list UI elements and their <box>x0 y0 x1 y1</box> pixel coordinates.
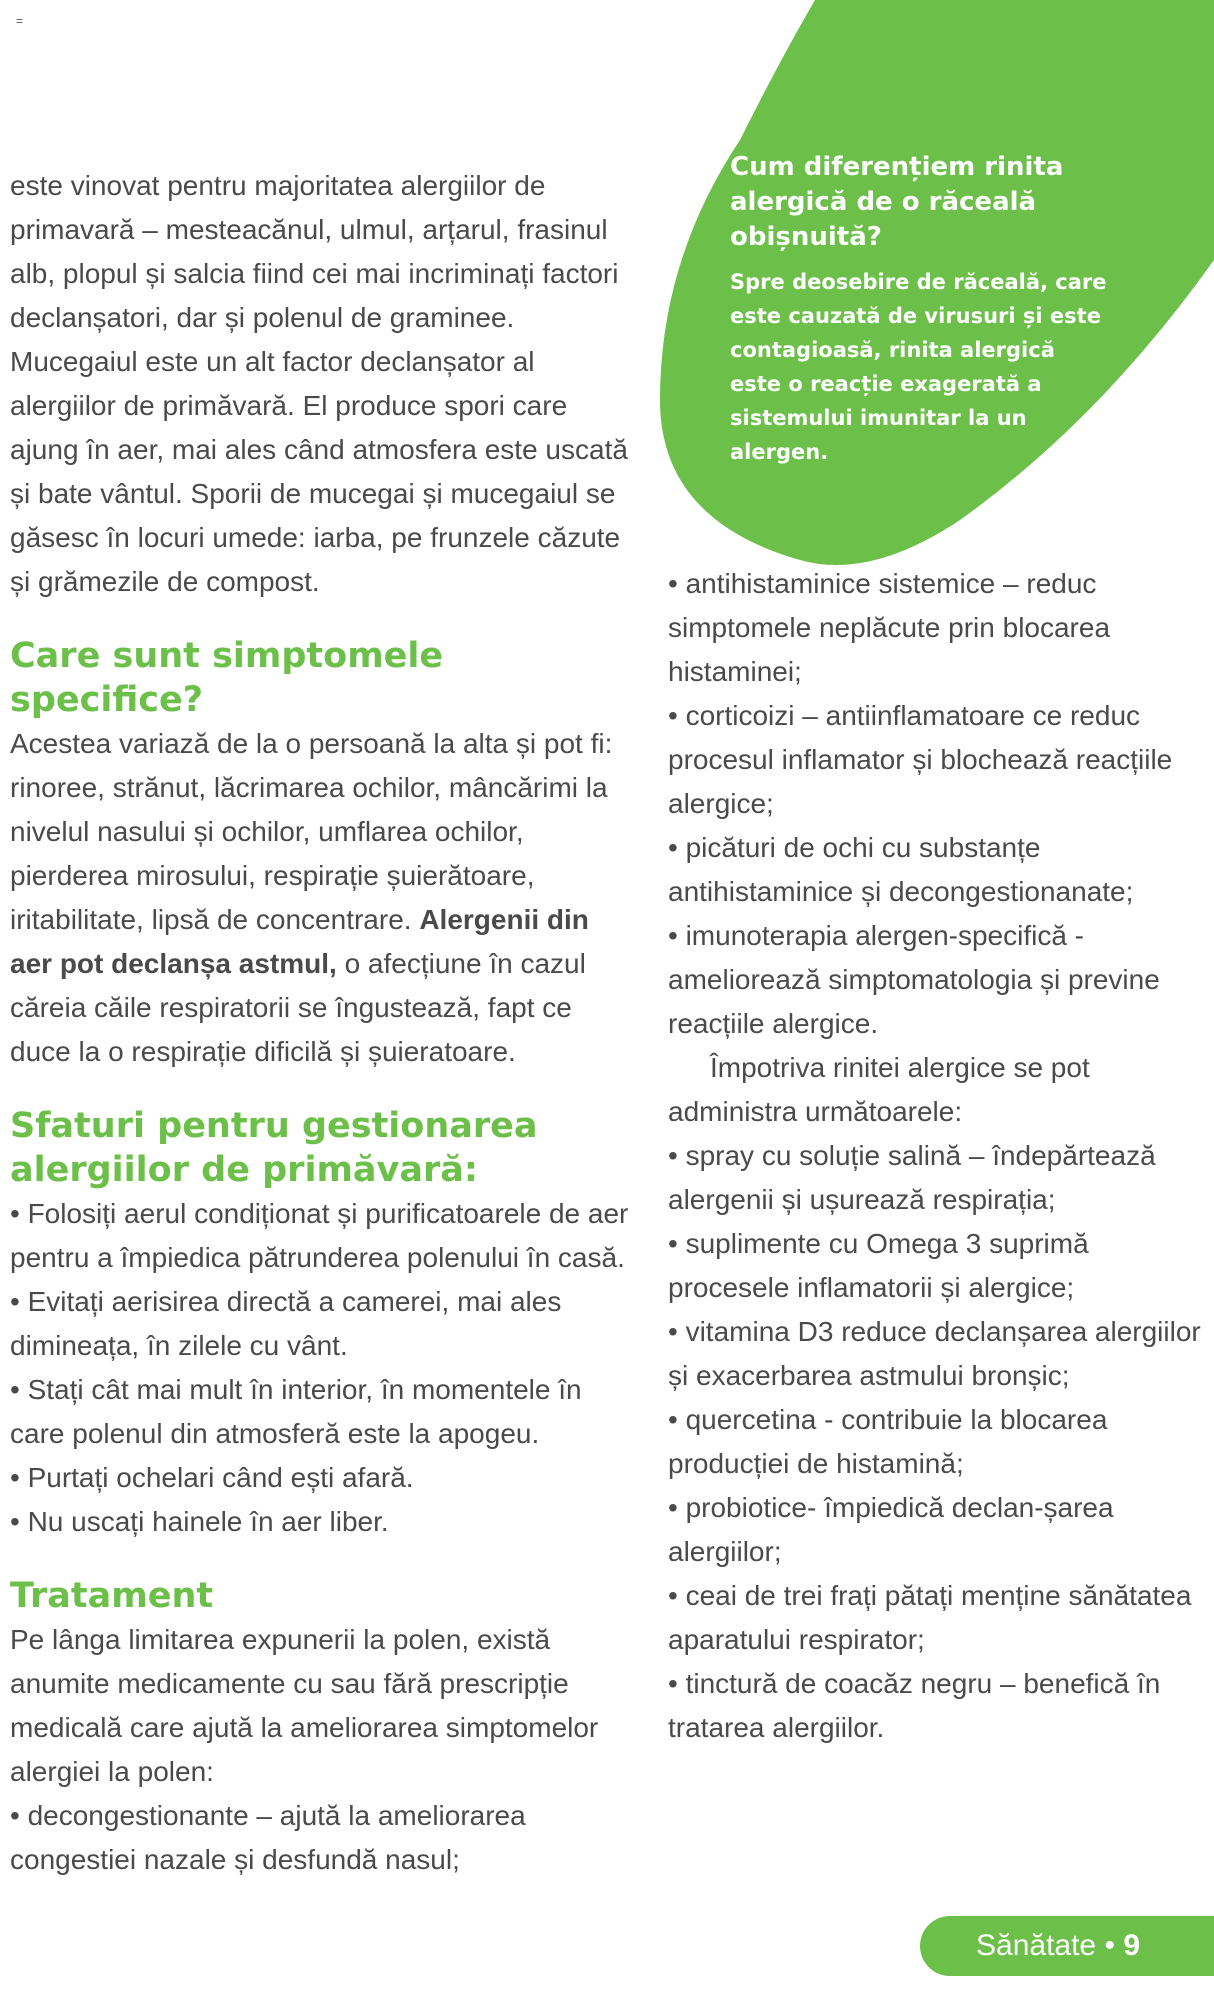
page-number: 9 <box>1123 1929 1140 1962</box>
remedy-item: • vitamina D3 reduce declanșarea alergiilor și exacerbarea astmului bronșic; <box>668 1316 1201 1391</box>
treatment-paragraph: Pe lânga limitarea expunerii la polen, există anumite medicamente cu sau fără prescripție medicală care ajută la ameliorarea simptomelor alergiei la polen: <box>10 1624 599 1787</box>
medication-item: • picături de ochi cu substanțe antihistaminice și decongestionanate; <box>668 832 1134 907</box>
corner-mark: = <box>16 14 24 28</box>
intro-paragraph: este vinovat pentru majoritatea alergiilor de primavară – mesteacănul, ulmul, arțarul, frasinul alb, plopul și salcia fiind cei mai incriminați factori declanșatori, dar și polenul de graminee. Mucegaiul este un alt factor declanșator al alergiilor de primăvară. El produce spori care ajung în aer, mai ales când atmosfera este uscată și bate vântul. Sporii de mucegai și mucegaiul se găsesc în locuri umede: iarba, pe frunzele căzute și grămezile de compost. <box>10 170 628 597</box>
treatment-bullet: • decongestionante – ajută la ameliorarea congestiei nazale și desfundă nasul; <box>10 1800 526 1875</box>
callout-body: Spre deosebire de răceală, care este cauzată de virusuri și este contagioasă, rinita alergică este o reacție exagerată a sistemului imunitar la un alergen. <box>730 270 1107 464</box>
tip-item: • Stați cât mai mult în interior, în momentele în care polenul din atmosferă este la apogeu. <box>10 1374 582 1449</box>
remedy-item: • suplimente cu Omega 3 suprimă procesele inflamatorii și alergice; <box>668 1228 1089 1303</box>
remedy-item: • ceai de trei frați pătați menține sănătatea aparatului respirator; <box>668 1580 1192 1655</box>
symptoms-bold: Alergenii din aer pot declanșa astmul, <box>10 904 589 979</box>
left-column <box>10 164 630 1882</box>
symptoms-tail: o afecțiune în cazul căreia căile respiratorii se îngustează, fapt ce duce la o respirație dificilă și șuieratoare. <box>10 948 586 1067</box>
remedies-intro: Împotriva rinitei alergice se pot administra următoarele: <box>668 1052 1090 1127</box>
remedy-item: • spray cu soluție salină – îndepărtează alergenii și ușurează respirația; <box>668 1140 1156 1215</box>
tip-item: • Evitați aerisirea directă a camerei, mai ales dimineața, în zilele cu vânt. <box>10 1286 562 1361</box>
remedy-item: • probiotice- împiedică declan-șarea alergiilor; <box>668 1492 1114 1567</box>
symptoms-paragraph <box>10 722 630 1074</box>
tip-item: • Nu uscați hainele în aer liber. <box>10 1506 389 1537</box>
medication-item: • antihistaminice sistemice – reduc simptomele neplăcute prin blocarea histaminei; <box>668 568 1111 687</box>
symptoms-text: Acestea variază de la o persoană la alta și pot fi: rinoree, strănut, lăcrimarea ochilor, mâncărimi la nivelul nasului și ochilor, umflarea ochilor, pierderea mirosului, respirație șuierătoare, iritabilitate, lipsă de concentrare. <box>10 728 613 935</box>
right-column <box>668 562 1208 1750</box>
footer-separator: • <box>1104 1929 1115 1962</box>
symptoms-heading: Care sunt simptomele specifice? <box>10 636 444 720</box>
tip-item: • Folosiți aerul condiționat și purificatoarele de aer pentru a împiedica pătrunderea polenului în casă. <box>10 1198 629 1273</box>
remedy-item: • quercetina - contribuie la blocarea producției de histamină; <box>668 1404 1108 1479</box>
callout-box <box>730 150 1110 469</box>
tips-heading: Sfaturi pentru gestionarea alergiilor de primăvară: <box>10 1106 538 1190</box>
section-name: Sănătate <box>976 1929 1097 1962</box>
medication-item: • corticoizi – antiinflamatoare ce reduc procesul inflamator și blochează reacțiile alergice; <box>668 700 1173 819</box>
page-footer-tab <box>920 1916 1214 1976</box>
callout-title: Cum diferențiem rinita alergică de o răceală obișnuită? <box>730 152 1064 252</box>
treatment-heading: Tratament <box>10 1576 214 1616</box>
remedy-item: • tinctură de coacăz negru – benefică în tratarea alergiilor. <box>668 1668 1161 1743</box>
medication-item: • imunoterapia alergen-specifică - ameliorează simptomatologia și previne reacțiile alergice. <box>668 920 1160 1039</box>
tip-item: • Purtați ochelari când ești afară. <box>10 1462 414 1493</box>
